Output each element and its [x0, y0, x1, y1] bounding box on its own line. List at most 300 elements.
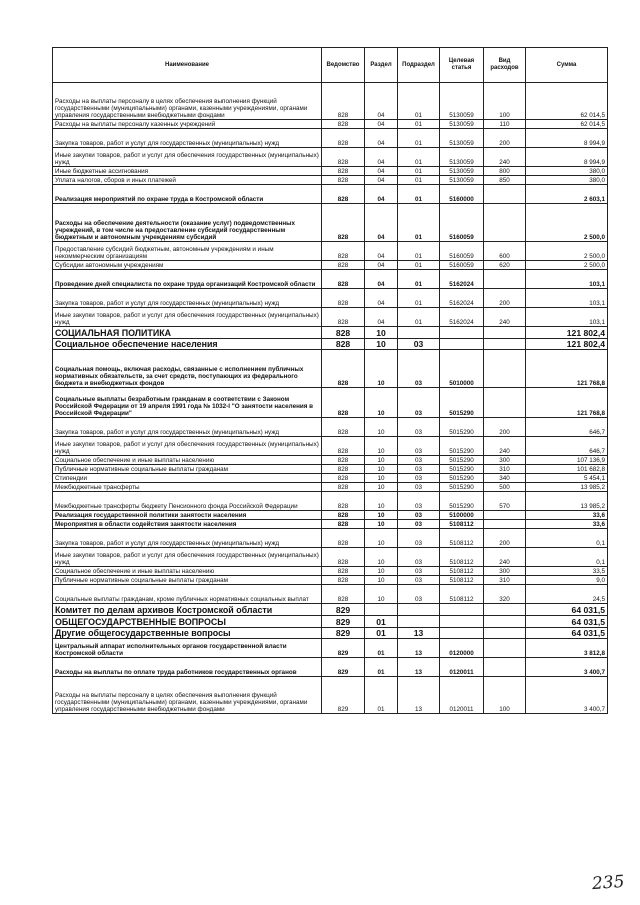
col-header-type: Вид расходов [484, 48, 526, 83]
table-row [53, 83, 608, 120]
row-sum: 3 400,7 [526, 677, 608, 714]
row-name: Закупка товаров, работ и услуг для государственных (муниципальных) нужд [53, 289, 322, 308]
table-row [53, 270, 608, 289]
row-name: СОЦИАЛЬНАЯ ПОЛИТИКА [53, 327, 322, 339]
row-target: 5108112 [440, 520, 484, 529]
row-razdel: 10 [365, 350, 398, 388]
row-sum: 8 994,9 [526, 148, 608, 167]
row-type [484, 204, 526, 242]
table-row [53, 120, 608, 129]
row-type: 620 [484, 261, 526, 270]
row-sum: 64 031,5 [526, 604, 608, 616]
table-row [53, 548, 608, 567]
table-row [53, 658, 608, 677]
row-ved: 828 [322, 308, 365, 327]
table-row [53, 437, 608, 456]
row-type: 100 [484, 677, 526, 714]
table-row [53, 185, 608, 204]
row-sum: 8 994,9 [526, 129, 608, 148]
row-razdel: 10 [365, 327, 398, 339]
row-podrazdel: 03 [398, 483, 440, 492]
table-row [53, 388, 608, 418]
row-target: 5160000 [440, 185, 484, 204]
row-sum: 646,7 [526, 418, 608, 437]
row-ved: 828 [322, 585, 365, 604]
row-sum: 64 031,5 [526, 628, 608, 639]
row-target: 5100000 [440, 511, 484, 520]
row-sum: 2 603,1 [526, 185, 608, 204]
row-ved: 828 [322, 511, 365, 520]
row-razdel: 01 [365, 639, 398, 658]
row-razdel: 04 [365, 129, 398, 148]
row-ved: 828 [322, 339, 365, 350]
table-row [53, 261, 608, 270]
row-type: 320 [484, 585, 526, 604]
row-name: Проведение дней специалиста по охране труда организаций Костромской области [53, 270, 322, 289]
row-podrazdel: 01 [398, 129, 440, 148]
row-podrazdel [398, 616, 440, 628]
row-ved: 828 [322, 83, 365, 120]
row-ved: 828 [322, 529, 365, 548]
row-podrazdel: 01 [398, 261, 440, 270]
row-target: 5108112 [440, 576, 484, 585]
row-razdel: 10 [365, 339, 398, 350]
row-type: 850 [484, 176, 526, 185]
row-razdel: 10 [365, 418, 398, 437]
row-sum: 64 031,5 [526, 616, 608, 628]
row-name: Иные закупки товаров, работ и услуг для обеспечения государственных (муниципальных) нужд [53, 148, 322, 167]
row-podrazdel: 03 [398, 465, 440, 474]
row-podrazdel: 03 [398, 567, 440, 576]
page-number: 235 [591, 871, 626, 895]
row-ved: 828 [322, 148, 365, 167]
row-razdel: 10 [365, 388, 398, 418]
row-ved: 829 [322, 639, 365, 658]
row-razdel [365, 604, 398, 616]
row-sum: 0,1 [526, 548, 608, 567]
row-type: 570 [484, 492, 526, 511]
table-row [53, 176, 608, 185]
row-sum: 24,5 [526, 585, 608, 604]
row-sum: 121 768,8 [526, 350, 608, 388]
row-razdel: 10 [365, 492, 398, 511]
row-ved: 828 [322, 465, 365, 474]
col-header-name: Наименование [53, 48, 322, 83]
row-name: Расходы на выплаты по оплате труда работников государственных органов [53, 658, 322, 677]
col-header-ved: Ведомство [322, 48, 365, 83]
row-name: Расходы на выплаты персоналу в целях обеспечения выполнения функций государственными (муниципальными) органами, казенными учреждениями, органами управления государственными внебюджетными фондами [53, 677, 322, 714]
row-ved: 828 [322, 474, 365, 483]
row-name: Социальная помощь, включая расходы, связанные с исполнением публичных нормативных обязательств, за счет средств, поступающих из федерального бюджета и внебюджетных фондов [53, 350, 322, 388]
row-sum: 646,7 [526, 437, 608, 456]
row-sum: 0,1 [526, 529, 608, 548]
row-target: 5015290 [440, 437, 484, 456]
row-podrazdel: 01 [398, 308, 440, 327]
row-target: 5015290 [440, 388, 484, 418]
row-type: 800 [484, 167, 526, 176]
row-target: 5130059 [440, 129, 484, 148]
row-razdel: 01 [365, 658, 398, 677]
row-podrazdel: 03 [398, 529, 440, 548]
row-target: 5015290 [440, 474, 484, 483]
row-name: Другие общегосударственные вопросы [53, 628, 322, 639]
row-target: 5130059 [440, 176, 484, 185]
table-row [53, 474, 608, 483]
row-sum: 13 985,2 [526, 492, 608, 511]
row-type [484, 270, 526, 289]
row-target: 5015290 [440, 483, 484, 492]
row-target: 5108112 [440, 529, 484, 548]
row-type: 600 [484, 242, 526, 261]
row-type: 200 [484, 418, 526, 437]
row-sum: 3 812,8 [526, 639, 608, 658]
row-podrazdel: 13 [398, 677, 440, 714]
row-razdel: 10 [365, 548, 398, 567]
row-ved: 828 [322, 327, 365, 339]
row-podrazdel: 01 [398, 204, 440, 242]
row-razdel: 10 [365, 456, 398, 465]
row-target: 5130059 [440, 148, 484, 167]
row-ved: 828 [322, 242, 365, 261]
row-ved: 828 [322, 483, 365, 492]
row-type: 200 [484, 529, 526, 548]
table-row [53, 520, 608, 529]
table-row [53, 492, 608, 511]
row-sum: 5 454,1 [526, 474, 608, 483]
table-row [53, 604, 608, 616]
table-row [53, 242, 608, 261]
table-row [53, 567, 608, 576]
row-type [484, 350, 526, 388]
row-ved: 828 [322, 185, 365, 204]
row-sum: 103,1 [526, 308, 608, 327]
row-target: 5108112 [440, 567, 484, 576]
row-sum: 380,0 [526, 176, 608, 185]
row-name: Социальные выплаты безработным гражданам в соответствии с Законом Российской Федерации от 19 апреля 1991 года № 1032-I "О занятости населения в Российской Федерации" [53, 388, 322, 418]
row-target: 5160059 [440, 204, 484, 242]
table-row [53, 418, 608, 437]
row-sum: 103,1 [526, 289, 608, 308]
table-row [53, 465, 608, 474]
row-name: Межбюджетные трансферты бюджету Пенсионного фонда Российской Федерации [53, 492, 322, 511]
row-podrazdel: 03 [398, 520, 440, 529]
row-sum: 62 014,5 [526, 83, 608, 120]
row-ved: 828 [322, 270, 365, 289]
row-ved: 829 [322, 677, 365, 714]
row-name: Предоставление субсидий бюджетным, автономным учреждениям и иным некоммерческим организациям [53, 242, 322, 261]
row-type: 240 [484, 548, 526, 567]
row-ved: 828 [322, 261, 365, 270]
row-name: Иные закупки товаров, работ и услуг для обеспечения государственных (муниципальных) нужд [53, 308, 322, 327]
row-sum: 121 802,4 [526, 339, 608, 350]
row-razdel: 04 [365, 176, 398, 185]
row-razdel: 04 [365, 204, 398, 242]
table-row [53, 327, 608, 339]
row-ved: 828 [322, 576, 365, 585]
row-target: 5160059 [440, 261, 484, 270]
row-sum: 2 500,0 [526, 261, 608, 270]
row-podrazdel: 01 [398, 148, 440, 167]
row-podrazdel [398, 604, 440, 616]
row-ved: 828 [322, 492, 365, 511]
row-target: 5130059 [440, 120, 484, 129]
row-ved: 828 [322, 520, 365, 529]
row-ved: 828 [322, 548, 365, 567]
row-target: 5162024 [440, 308, 484, 327]
row-type [484, 639, 526, 658]
row-razdel: 10 [365, 567, 398, 576]
row-podrazdel: 03 [398, 548, 440, 567]
row-name: Центральный аппарат исполнительных органов государственной власти Костромской области [53, 639, 322, 658]
row-razdel: 04 [365, 167, 398, 176]
row-podrazdel: 03 [398, 576, 440, 585]
table-row [53, 339, 608, 350]
row-podrazdel: 01 [398, 242, 440, 261]
row-sum: 3 400,7 [526, 658, 608, 677]
row-name: Иные бюджетные ассигнования [53, 167, 322, 176]
row-type: 240 [484, 148, 526, 167]
row-type [484, 327, 526, 339]
budget-table [52, 47, 608, 714]
col-header-sum: Сумма [526, 48, 608, 83]
row-podrazdel: 01 [398, 185, 440, 204]
row-razdel: 10 [365, 474, 398, 483]
row-type: 310 [484, 465, 526, 474]
row-sum: 62 014,5 [526, 120, 608, 129]
row-name: Реализация государственной политики занятости населения [53, 511, 322, 520]
row-target: 5015290 [440, 418, 484, 437]
row-type: 340 [484, 474, 526, 483]
row-ved: 828 [322, 120, 365, 129]
row-razdel: 10 [365, 585, 398, 604]
row-sum: 33,6 [526, 511, 608, 520]
row-razdel: 10 [365, 483, 398, 492]
row-razdel: 01 [365, 677, 398, 714]
row-ved: 828 [322, 350, 365, 388]
row-razdel: 10 [365, 576, 398, 585]
row-name: Социальное обеспечение и иные выплаты населению [53, 567, 322, 576]
row-podrazdel: 03 [398, 456, 440, 465]
table-row [53, 511, 608, 520]
row-ved: 828 [322, 418, 365, 437]
row-sum: 9,0 [526, 576, 608, 585]
row-name: Межбюджетные трансферты [53, 483, 322, 492]
row-razdel: 04 [365, 261, 398, 270]
row-name: Уплата налогов, сборов и иных платежей [53, 176, 322, 185]
row-name: Мероприятия в области содействия занятости населения [53, 520, 322, 529]
row-razdel: 10 [365, 529, 398, 548]
row-name: Стипендии [53, 474, 322, 483]
row-ved: 829 [322, 616, 365, 628]
table-row [53, 204, 608, 242]
row-podrazdel: 03 [398, 418, 440, 437]
row-type [484, 658, 526, 677]
row-podrazdel: 13 [398, 639, 440, 658]
row-razdel: 01 [365, 616, 398, 628]
row-ved: 829 [322, 658, 365, 677]
row-podrazdel: 03 [398, 492, 440, 511]
row-target: 5015290 [440, 492, 484, 511]
row-type: 100 [484, 83, 526, 120]
row-razdel: 04 [365, 270, 398, 289]
table-row [53, 167, 608, 176]
row-target [440, 327, 484, 339]
row-sum: 380,0 [526, 167, 608, 176]
table-row [53, 616, 608, 628]
row-sum: 2 500,0 [526, 204, 608, 242]
row-ved: 828 [322, 388, 365, 418]
row-ved: 828 [322, 289, 365, 308]
row-razdel: 10 [365, 437, 398, 456]
row-type: 300 [484, 456, 526, 465]
row-target: 5010000 [440, 350, 484, 388]
row-name: Социальное обеспечение и иные выплаты населению [53, 456, 322, 465]
table-row [53, 585, 608, 604]
row-target: 5015290 [440, 465, 484, 474]
row-name: Расходы на обеспечение деятельности (оказание услуг) подведомственных учреждений, в том числе на предоставление субсидий государственным бюджетным и автономным учреждениям субсидий [53, 204, 322, 242]
row-podrazdel: 01 [398, 270, 440, 289]
row-podrazdel: 03 [398, 350, 440, 388]
row-target: 5108112 [440, 548, 484, 567]
table-row [53, 308, 608, 327]
table-row [53, 456, 608, 465]
row-name: Социальные выплаты гражданам, кроме публичных нормативных социальных выплат [53, 585, 322, 604]
row-razdel: 04 [365, 83, 398, 120]
row-target [440, 616, 484, 628]
row-name: Иные закупки товаров, работ и услуг для обеспечения государственных (муниципальных) нужд [53, 548, 322, 567]
row-podrazdel: 01 [398, 176, 440, 185]
row-name: Закупка товаров, работ и услуг для государственных (муниципальных) нужд [53, 129, 322, 148]
row-name: Публичные нормативные социальные выплаты гражданам [53, 576, 322, 585]
row-sum: 121 802,4 [526, 327, 608, 339]
col-header-podrazdel: Подраздел [398, 48, 440, 83]
table-row [53, 529, 608, 548]
row-type: 300 [484, 567, 526, 576]
row-razdel: 04 [365, 308, 398, 327]
table-row [53, 639, 608, 658]
col-header-razdel: Раздел [365, 48, 398, 83]
row-podrazdel: 03 [398, 511, 440, 520]
col-header-target: Целевая статья [440, 48, 484, 83]
row-podrazdel: 01 [398, 83, 440, 120]
row-razdel: 04 [365, 120, 398, 129]
row-razdel: 04 [365, 148, 398, 167]
row-name: Иные закупки товаров, работ и услуг для обеспечения государственных (муниципальных) нужд [53, 437, 322, 456]
row-ved: 829 [322, 628, 365, 639]
row-target: 5108112 [440, 585, 484, 604]
row-target: 0120011 [440, 677, 484, 714]
row-type: 500 [484, 483, 526, 492]
row-sum: 121 768,8 [526, 388, 608, 418]
row-target: 5160059 [440, 242, 484, 261]
row-type [484, 520, 526, 529]
row-podrazdel: 13 [398, 658, 440, 677]
row-ved: 829 [322, 604, 365, 616]
row-type: 240 [484, 437, 526, 456]
table-row [53, 576, 608, 585]
row-name: Реализация мероприятий по охране труда в Костромской области [53, 185, 322, 204]
row-name: ОБЩЕГОСУДАРСТВЕННЫЕ ВОПРОСЫ [53, 616, 322, 628]
row-name: Субсидии автономным учреждениям [53, 261, 322, 270]
row-podrazdel: 03 [398, 474, 440, 483]
row-type [484, 616, 526, 628]
row-sum: 103,1 [526, 270, 608, 289]
row-ved: 828 [322, 129, 365, 148]
row-ved: 828 [322, 456, 365, 465]
row-target [440, 628, 484, 639]
row-name: Расходы на выплаты персоналу казенных учреждений [53, 120, 322, 129]
row-name: Закупка товаров, работ и услуг для государственных (муниципальных) нужд [53, 418, 322, 437]
row-sum: 33,5 [526, 567, 608, 576]
row-razdel: 04 [365, 289, 398, 308]
row-type: 200 [484, 129, 526, 148]
table-row [53, 628, 608, 639]
row-podrazdel: 01 [398, 167, 440, 176]
row-name: Расходы на выплаты персоналу в целях обеспечения выполнения функций государственными (муниципальными) органами, казенными учреждениями, органами управления государственными внебюджетными фондами [53, 83, 322, 120]
row-podrazdel: 03 [398, 339, 440, 350]
row-podrazdel: 03 [398, 437, 440, 456]
row-podrazdel: 13 [398, 628, 440, 639]
row-target [440, 339, 484, 350]
row-ved: 828 [322, 176, 365, 185]
row-type: 110 [484, 120, 526, 129]
row-type [484, 185, 526, 204]
row-ved: 828 [322, 204, 365, 242]
row-podrazdel: 03 [398, 585, 440, 604]
row-type: 200 [484, 289, 526, 308]
row-ved: 828 [322, 567, 365, 576]
table-row [53, 677, 608, 714]
table-row [53, 289, 608, 308]
row-target: 5162024 [440, 289, 484, 308]
row-target: 5162024 [440, 270, 484, 289]
table-row [53, 148, 608, 167]
row-target: 0120011 [440, 658, 484, 677]
table-header-row [53, 48, 608, 83]
row-ved: 828 [322, 167, 365, 176]
row-type: 240 [484, 308, 526, 327]
row-sum: 107 136,9 [526, 456, 608, 465]
row-razdel: 10 [365, 520, 398, 529]
row-type [484, 339, 526, 350]
row-sum: 33,6 [526, 520, 608, 529]
row-razdel: 10 [365, 511, 398, 520]
row-name: Комитет по делам архивов Костромской области [53, 604, 322, 616]
row-type [484, 604, 526, 616]
row-target: 0120000 [440, 639, 484, 658]
row-sum: 2 500,0 [526, 242, 608, 261]
row-target [440, 604, 484, 616]
row-target: 5130059 [440, 167, 484, 176]
row-razdel: 10 [365, 465, 398, 474]
row-podrazdel [398, 327, 440, 339]
row-target: 5130059 [440, 83, 484, 120]
row-type [484, 388, 526, 418]
row-podrazdel: 01 [398, 120, 440, 129]
row-name: Публичные нормативные социальные выплаты гражданам [53, 465, 322, 474]
row-razdel: 01 [365, 628, 398, 639]
table-row [53, 129, 608, 148]
row-target: 5015290 [440, 456, 484, 465]
table-row [53, 350, 608, 388]
row-type [484, 628, 526, 639]
row-sum: 13 985,2 [526, 483, 608, 492]
row-name: Закупка товаров, работ и услуг для государственных (муниципальных) нужд [53, 529, 322, 548]
row-name: Социальное обеспечение населения [53, 339, 322, 350]
row-ved: 828 [322, 437, 365, 456]
table-row [53, 483, 608, 492]
row-razdel: 04 [365, 242, 398, 261]
